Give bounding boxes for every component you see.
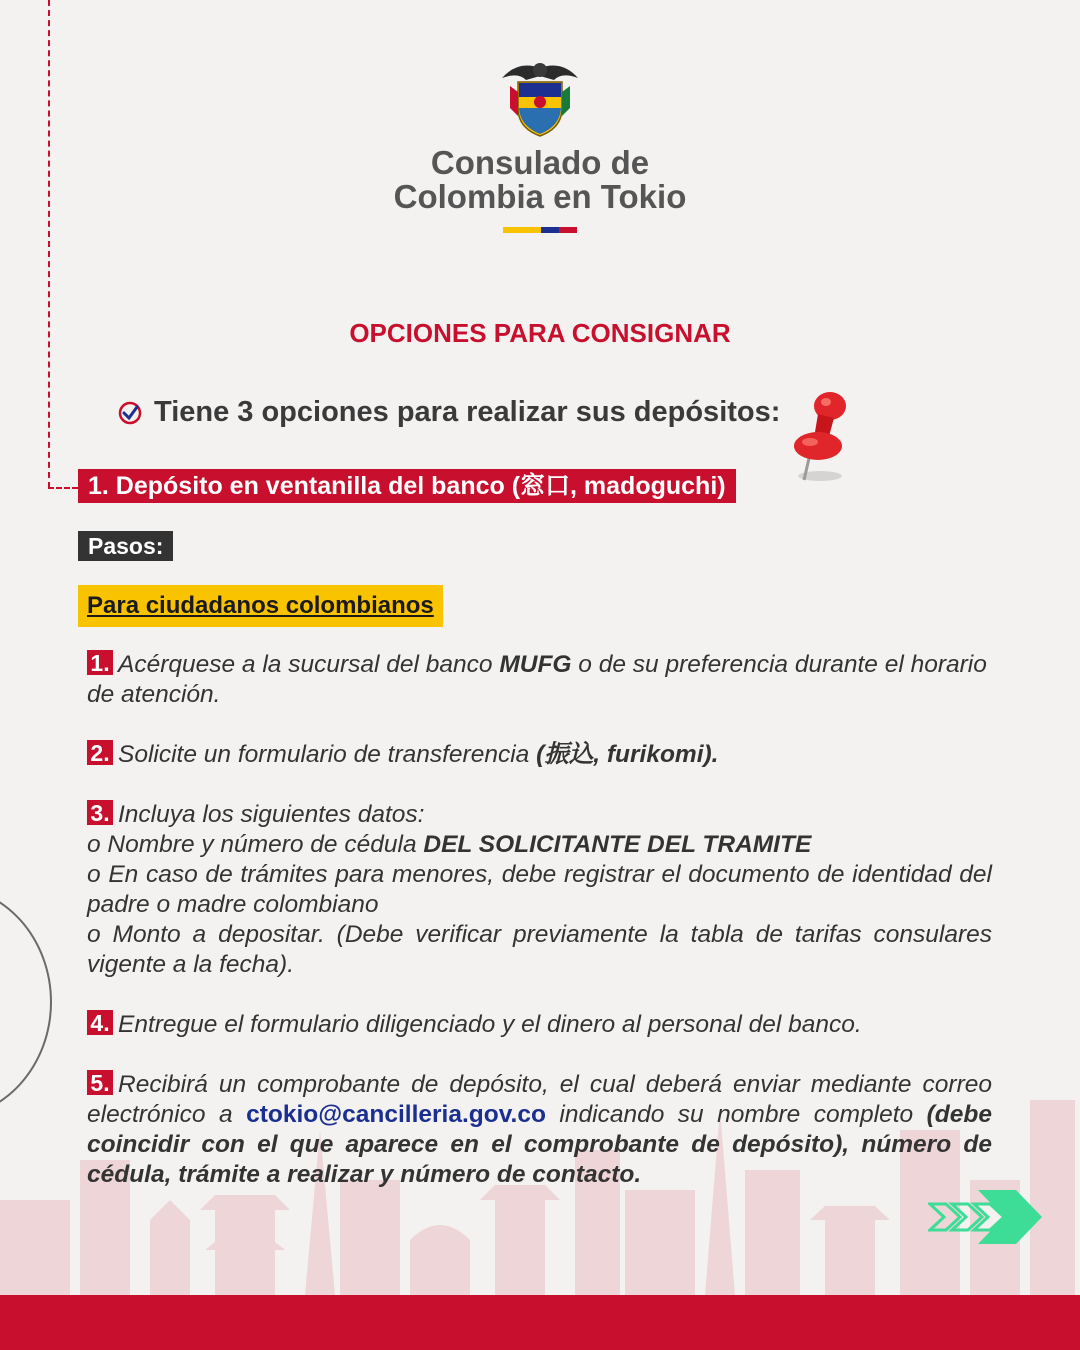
citizens-tag: Para ciudadanos colombianos	[78, 585, 443, 627]
step-2: 2. Solicite un formulario de transferencia (振込, furikomi).	[87, 740, 992, 770]
consulate-name-line1: Consulado de	[430, 144, 650, 181]
step-5: 5. Recibirá un comprobante de depósito, el cual deberá enviar mediante correo electrónico a ctokio@cancilleria.gov.co indicando su nombre completo (debe coincidir con el que aparece en el comprobante de depósito), número de cédula, trámite a realizar y número de contacto.	[87, 1070, 992, 1188]
step-1: 1. Acérquese a la sucursal del banco MUFG o de su preferencia durante el horario de atención.	[87, 650, 987, 708]
pushpin-icon	[780, 388, 856, 488]
intro-text: Tiene 3 opciones para realizar sus depósitos:	[154, 396, 781, 428]
next-arrows-icon[interactable]	[928, 1188, 1044, 1246]
flag-color-bar	[503, 227, 577, 233]
flag-yellow-stripe	[503, 227, 541, 233]
section-title: OPCIONES PARA CONSIGNAR	[349, 318, 731, 348]
consulate-name-line2: Colombia en Tokio	[393, 178, 687, 215]
email-link[interactable]: ctokio@cancilleria.gov.co	[246, 1101, 546, 1128]
step-3-header: 3. Incluya los siguientes datos:	[87, 800, 992, 830]
checkmark-circle-icon	[118, 401, 142, 425]
step-number: 1.	[87, 650, 113, 675]
step-number: 3.	[87, 800, 113, 825]
steps-label: Pasos:	[78, 531, 173, 561]
step-3-item-3: o Monto a depositar. (Debe verificar previamente la tabla de tarifas consulares vigente a la fecha).	[87, 921, 992, 978]
step-number: 2.	[87, 740, 113, 765]
decorative-arc	[0, 885, 52, 1119]
flag-red-stripe	[559, 227, 577, 233]
step-3-item-1: o Nombre y número de cédula DEL SOLICITANTE DEL TRAMITE	[87, 831, 812, 858]
colombia-coat-of-arms-icon	[500, 56, 580, 142]
step-number: 4.	[87, 1010, 113, 1035]
dashed-guide-horizontal	[48, 487, 78, 489]
dashed-guide-vertical	[48, 0, 50, 488]
deposit-option-banner: 1. Depósito en ventanilla del banco (窓口, madoguchi)	[78, 469, 736, 503]
step-4: 4. Entregue el formulario diligenciado y el dinero al personal del banco.	[87, 1010, 992, 1040]
step-number: 5.	[87, 1070, 113, 1095]
step-3-item-2: o En caso de trámites para menores, debe registrar el documento de identidad del padre o madre colombiano	[87, 861, 992, 918]
flag-blue-stripe	[541, 227, 559, 233]
intro-line	[118, 396, 780, 429]
footer-bar	[0, 1295, 1080, 1350]
